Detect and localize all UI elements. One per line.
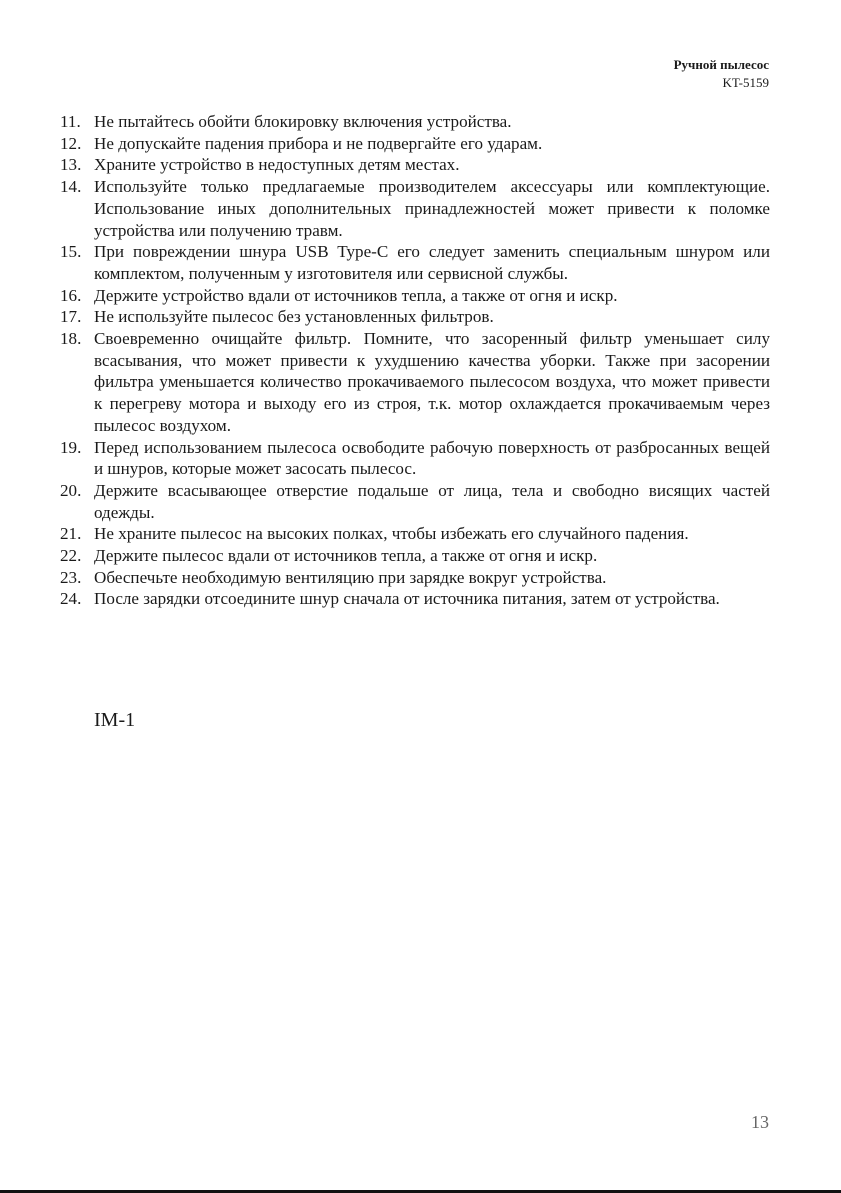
item-text: Держите пылесос вдали от источников тепла, а также от огня и искр. (94, 546, 598, 566)
list-item (60, 545, 770, 567)
item-text: Перед использованием пылесоса освободите рабочую поверхность от разбросанных вещей и шнуров, которые может засосать пылесос. (94, 437, 770, 479)
item-text: Используйте только предлагаемые производителем аксессуары или комплектующие. Использование иных дополнительных принадлежностей может привести к поломке устройства или получению травм. (94, 177, 770, 240)
safety-instructions-list (60, 111, 770, 610)
item-text: Не используйте пылесос без установленных фильтров. (94, 307, 494, 327)
item-number: 16. (60, 285, 82, 305)
item-text: Держите всасывающее отверстие подальше от лица, тела и свободно висящих частей одежды. (94, 480, 770, 522)
item-text: Обеспечьте необходимую вентиляцию при зарядке вокруг устройства. (94, 567, 607, 587)
list-item (60, 328, 770, 437)
list-item (60, 567, 770, 589)
list-item (60, 154, 770, 176)
item-number: 20. (60, 480, 82, 500)
item-number: 18. (60, 329, 82, 349)
item-number: 17. (60, 307, 82, 327)
item-number: 11. (60, 112, 81, 131)
list-item (60, 480, 770, 523)
item-number: 14. (60, 177, 82, 197)
document-code: IM-1 (94, 709, 136, 731)
list-item (60, 176, 770, 241)
list-item (60, 111, 770, 133)
item-text: При повреждении шнура USB Type-C его следует заменить специальным шнуром или комплектом, полученным у изготовителя или сервисной службы. (94, 242, 770, 283)
list-item (60, 437, 770, 480)
item-text: Держите устройство вдали от источников тепла, а также от огня и искр. (94, 285, 618, 305)
list-item (60, 285, 770, 307)
item-text: Храните устройство в недоступных детям местах. (94, 155, 460, 175)
item-text: Не храните пылесос на высоких полках, чтобы избежать его случайного падения. (94, 524, 689, 544)
model-number: KT-5159 (722, 75, 769, 90)
item-number: 22. (60, 546, 82, 566)
list-item (60, 306, 770, 328)
list-item (60, 523, 770, 545)
item-number: 24. (60, 589, 82, 609)
page-header (674, 56, 769, 92)
item-number: 21. (60, 524, 82, 544)
item-text: Своевременно очищайте фильтр. Помните, что засоренный фильтр уменьшает силу всасывания, что может привести к ухудшению качества уборки. Также при засорении фильтра уменьшается количество прокачиваемого пылесосом воздуха, что может привести к перегреву мотора и выходу его из строя, т.к. мотор охлаждается прокачиваемым через пылесос воздухом. (94, 329, 770, 435)
item-text: Не пытайтесь обойти блокировку включения устройства. (94, 112, 512, 131)
list-item (60, 241, 770, 284)
item-number: 15. (60, 242, 82, 262)
item-number: 23. (60, 567, 82, 587)
list-item (60, 133, 770, 155)
item-number: 19. (60, 437, 82, 457)
list-item (60, 588, 770, 610)
item-number: 13. (60, 155, 82, 175)
item-text: Не допускайте падения прибора и не подвергайте его ударам. (94, 133, 543, 153)
product-name: Ручной пылесос (673, 57, 769, 72)
page-number: 13 (751, 1112, 769, 1132)
item-text: После зарядки отсоедините шнур сначала от источника питания, затем от устройства. (94, 589, 720, 609)
item-number: 12. (60, 133, 82, 153)
